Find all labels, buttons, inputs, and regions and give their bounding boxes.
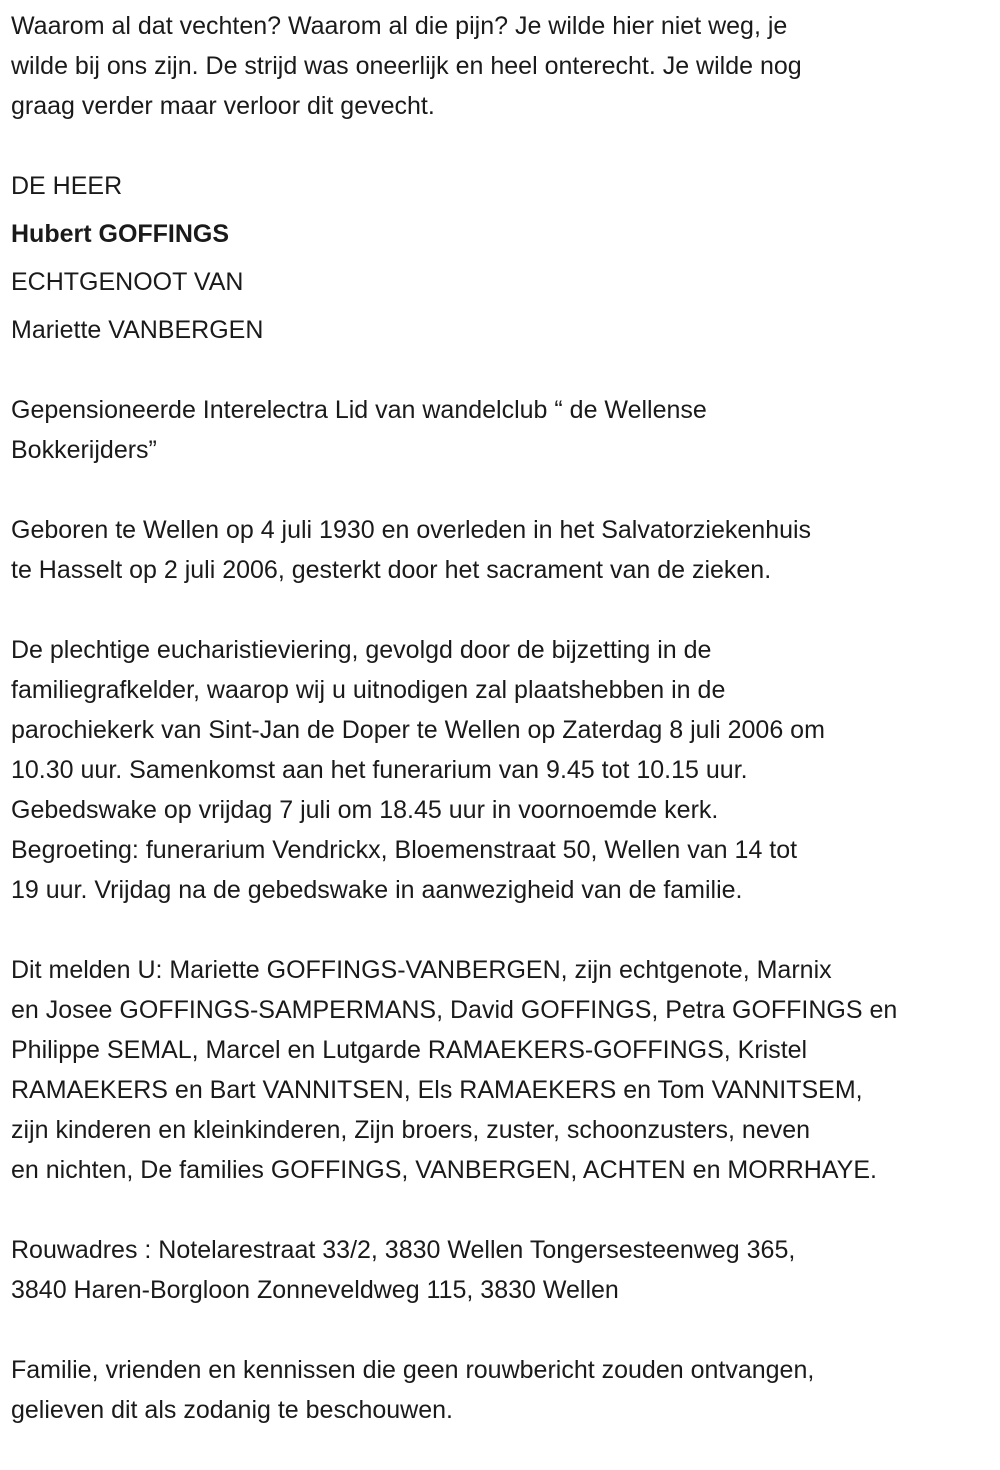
birth-death	[11, 510, 897, 590]
deceased-name: Hubert GOFFINGS	[11, 220, 230, 248]
intro-poem	[11, 6, 897, 126]
text-line: Begroeting: funerarium Vendrickx, Bloemenstraat 50, Wellen van 14 tot	[11, 836, 798, 864]
ceremony-info	[11, 630, 897, 910]
text-line: graag verder maar verloor dit gevecht.	[11, 92, 435, 120]
text-line: Rouwadres : Notelarestraat 33/2, 3830 Wellen Tongersesteenweg 365,	[11, 1236, 796, 1264]
text-line: wilde bij ons zijn. De strijd was oneerlijk en heel onterecht. Je wilde nog	[11, 52, 802, 80]
relation: ECHTGENOOT VAN	[11, 268, 244, 296]
text-line: Geboren te Wellen op 4 juli 1930 en overleden in het Salvatorziekenhuis	[11, 516, 812, 544]
family-announcement	[11, 950, 897, 1190]
text-line: RAMAEKERS en Bart VANNITSEN, Els RAMAEKERS en Tom VANNITSEM,	[11, 1076, 863, 1104]
spouse-name: Mariette VANBERGEN	[11, 316, 264, 344]
text-line: gelieven dit als zodanig te beschouwen.	[11, 1396, 453, 1424]
text-line: Waarom al dat vechten? Waarom al die pijn? Je wilde hier niet weg, je	[11, 12, 788, 40]
text-line: parochiekerk van Sint-Jan de Doper te Wellen op Zaterdag 8 juli 2006 om	[11, 716, 825, 744]
mourning-address	[11, 1230, 897, 1310]
text-line: familiegrafkelder, waarop wij u uitnodigen zal plaatshebben in de	[11, 676, 726, 704]
deceased-header	[11, 166, 897, 358]
text-line: Philippe SEMAL, Marcel en Lutgarde RAMAEKERS-GOFFINGS, Kristel	[11, 1036, 808, 1064]
occupation	[11, 390, 897, 470]
text-line: zijn kinderen en kleinkinderen, Zijn broers, zuster, schoonzusters, neven	[11, 1116, 811, 1144]
text-line: 3840 Haren-Borgloon Zonneveldweg 115, 3830 Wellen	[11, 1276, 619, 1304]
obituary-document	[11, 6, 897, 1470]
text-line: 19 uur. Vrijdag na de gebedswake in aanwezigheid van de familie.	[11, 876, 743, 904]
text-line: Familie, vrienden en kennissen die geen rouwbericht zouden ontvangen,	[11, 1356, 815, 1384]
text-line: en Josee GOFFINGS-SAMPERMANS, David GOFFINGS, Petra GOFFINGS en	[11, 996, 898, 1024]
closing-note	[11, 1350, 897, 1430]
text-line: De plechtige eucharistieviering, gevolgd door de bijzetting in de	[11, 636, 712, 664]
text-line: 10.30 uur. Samenkomst aan het funerarium van 9.45 tot 10.15 uur.	[11, 756, 748, 784]
text-line: en nichten, De families GOFFINGS, VANBERGEN, ACHTEN en MORRHAYE.	[11, 1156, 877, 1184]
text-line: Gebedswake op vrijdag 7 juli om 18.45 uur in voornoemde kerk.	[11, 796, 719, 824]
text-line: te Hasselt op 2 juli 2006, gesterkt door het sacrament van de zieken.	[11, 556, 772, 584]
text-line: Dit melden U: Mariette GOFFINGS-VANBERGEN, zijn echtgenote, Marnix	[11, 956, 832, 984]
title: DE HEER	[11, 172, 123, 200]
text-line: Gepensioneerde Interelectra Lid van wandelclub “ de Wellense	[11, 396, 707, 424]
text-line: Bokkerijders”	[11, 436, 157, 464]
